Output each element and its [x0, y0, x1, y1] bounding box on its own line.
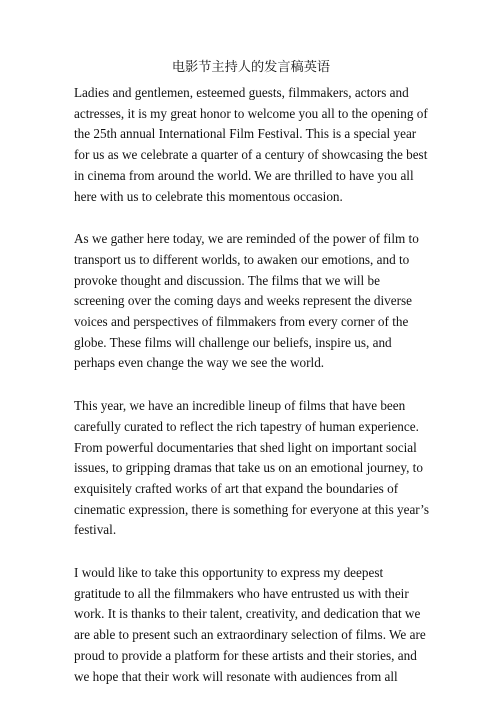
paragraph-3: This year, we have an incredible lineup of films that have been carefully curated to reflect the rich tapestry of human experience. From powerful documentaries that shed light on important social issues, to gripping dramas that take us on an emotional journey, to exquisitely crafted works of art that expand the boundaries of cinematic expression, there is something for everyone at this year’s festival.	[74, 398, 429, 538]
paragraph-2: As we gather here today, we are reminded of the power of film to transport us to different worlds, to awaken our emotions, and to provoke thought and discussion. The films that we will be screening over the coming days and weeks represent the diverse voices and perspectives of filmmakers from every corner of the globe. These films will challenge our beliefs, inspire us, and perhaps even change the way we see the world.	[74, 231, 419, 371]
document-body	[74, 83, 432, 709]
paragraph-4: I would like to take this opportunity to express my deepest gratitude to all the filmmakers who have entrusted us with their work. It is thanks to their talent, creativity, and dedication that we are able to present such an extraordinary selection of films. We are proud to provide a platform for these artists and their stories, and we hope that their work will resonate with audiences from all	[74, 565, 426, 684]
paragraph-1: Ladies and gentlemen, esteemed guests, filmmakers, actors and actresses, it is my great honor to welcome you all to the opening of the 25th annual International Film Festival. This is a special year for us as we celebrate a quarter of a century of showcasing the best in cinema from around the world. We are thrilled to have you all here with us to celebrate this momentous occasion.	[74, 85, 428, 204]
document-title: 电影节主持人的发言稿英语	[171, 59, 331, 74]
